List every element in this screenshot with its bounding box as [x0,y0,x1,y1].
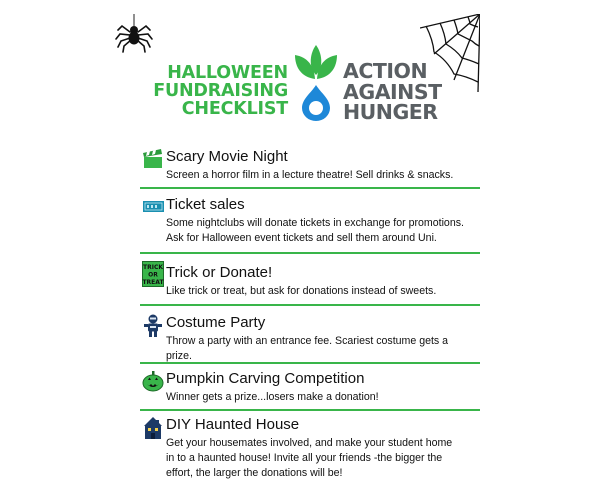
item-title: Trick or Donate! [166,264,273,281]
description-line: in to a haunted house! Invite all your friends -the bigger the [166,452,443,464]
item-title: Pumpkin Carving Competition [166,370,365,387]
item-description [166,334,478,364]
description-line: Like trick or treat, but ask for donations instead of sweets. [166,285,437,297]
item-title: Costume Party [166,314,266,331]
brand-line: HUNGER [343,100,438,124]
description-line: Some nightclubs will donate tickets in exchange for promotions. [166,217,464,229]
clapperboard-icon [142,148,164,170]
pumpkin-icon [142,370,164,392]
spider-icon [114,14,154,54]
item-description [166,390,478,405]
item-description [166,284,478,299]
item-description [166,216,478,246]
sign-text: TRICK [143,264,163,271]
costume-figure-icon [142,314,164,338]
brand-line: ACTION [343,59,428,83]
trick-or-treat-sign-icon [142,261,164,287]
divider [140,252,480,254]
description-line: effort, the larger the donations will be! [166,467,343,479]
item-description [166,168,478,183]
brand-line: AGAINST [343,79,442,104]
sign-text: OR [148,271,158,279]
sign-text: TREAT [142,279,164,286]
item-title: Scary Movie Night [166,148,288,165]
page-title [148,64,288,118]
item-title: DIY Haunted House [166,416,300,433]
item-title: Ticket sales [166,196,245,213]
description-line: Screen a horror film in a lecture theatre! Sell drinks & snacks. [166,169,454,181]
haunted-house-icon [142,416,164,440]
description-line: Get your housemates involved, and make your student home [166,437,453,449]
title-line: HALLOWEEN [167,63,288,83]
description-line: prize. [166,350,192,362]
description-line: Winner gets a prize...losers make a donation! [166,391,379,403]
divider [140,409,480,411]
action-against-hunger-logo [293,45,339,121]
divider [140,362,480,364]
divider [140,304,480,306]
description-line: Ask for Halloween event tickets and sell them around Uni. [166,232,437,244]
brand-name [343,61,442,123]
item-description [166,436,478,481]
description-line: Throw a party with an entrance fee. Scariest costume gets a [166,335,449,347]
title-line: FUNDRAISING [153,81,288,101]
title-line: CHECKLIST [181,99,288,119]
divider [140,187,480,189]
ticket-icon [142,196,164,218]
